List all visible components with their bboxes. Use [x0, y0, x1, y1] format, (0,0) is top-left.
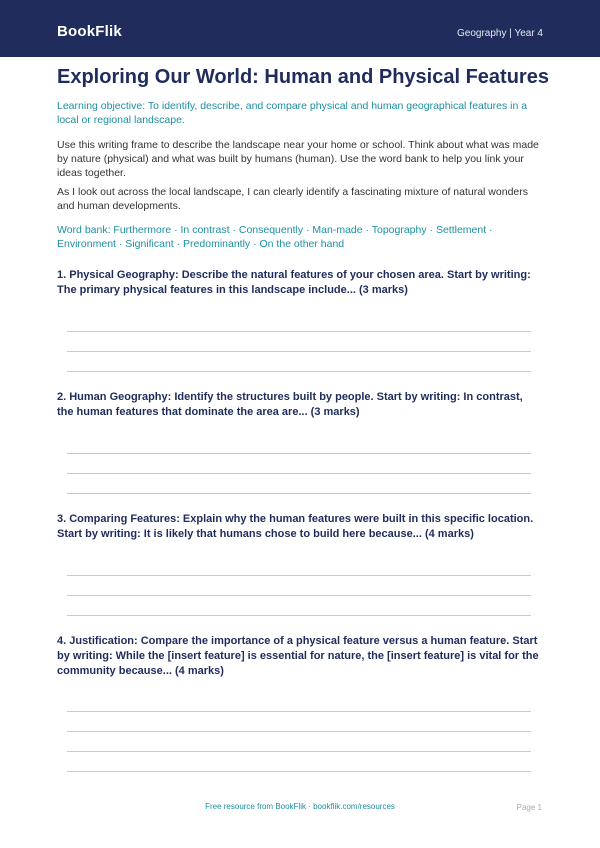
answer-line[interactable] [67, 731, 531, 732]
page-number: Page 1 [516, 803, 542, 812]
page-header [0, 0, 600, 57]
answer-line[interactable] [67, 493, 531, 494]
learning-objective: Learning objective: To identify, describe, and compare physical and human geographical features in a local or regional landscape. [57, 100, 528, 126]
subject-year-label: Geography | Year 4 [457, 28, 543, 39]
answer-line[interactable] [67, 331, 531, 332]
footer-text: Free resource from BookFlik · bookflik.com/resources [205, 802, 395, 811]
question-1: 1. Physical Geography: Describe the natural features of your chosen area. Start by writing: The primary physical features in this landscape include... (3 marks) [57, 269, 531, 296]
answer-line[interactable] [67, 771, 531, 772]
starter-paragraph: As I look out across the local landscape, I can clearly identify a fascinating mixture of natural wonders and human developments. [57, 186, 528, 212]
answer-line[interactable] [67, 615, 531, 616]
answer-line[interactable] [67, 473, 531, 474]
answer-line[interactable] [67, 351, 531, 352]
page-title: Exploring Our World: Human and Physical Features [57, 66, 549, 88]
question-3: 3. Comparing Features: Explain why the human features were built in this specific location. Start by writing: It is likely that humans chose to build here because... (4 marks) [57, 513, 534, 540]
answer-line[interactable] [67, 751, 531, 752]
answer-line[interactable] [67, 575, 531, 576]
brand-logo-text: BookFlik [57, 23, 122, 40]
answer-line[interactable] [67, 595, 531, 596]
answer-line[interactable] [67, 371, 531, 372]
word-bank: Word bank: Furthermore · In contrast · Consequently · Man-made · Topography · Settlement · Environment · Significant · Predominantly · On the other hand [57, 224, 493, 250]
answer-line[interactable] [67, 453, 531, 454]
intro-paragraph: Use this writing frame to describe the landscape near your home or school. Think about what was made by nature (physical) and what was built by humans (human). Use the word bank to help you link your ideas together. [57, 139, 539, 179]
question-4: 4. Justification: Compare the importance of a physical feature versus a human feature. Start by writing: While the [insert feature] is essential for nature, the [insert feature] is vital for the community because... (4 marks) [57, 635, 539, 677]
answer-line[interactable] [67, 711, 531, 712]
question-2: 2. Human Geography: Identify the structures built by people. Start by writing: In contrast, the human features that dominate the area are... (3 marks) [57, 391, 523, 418]
